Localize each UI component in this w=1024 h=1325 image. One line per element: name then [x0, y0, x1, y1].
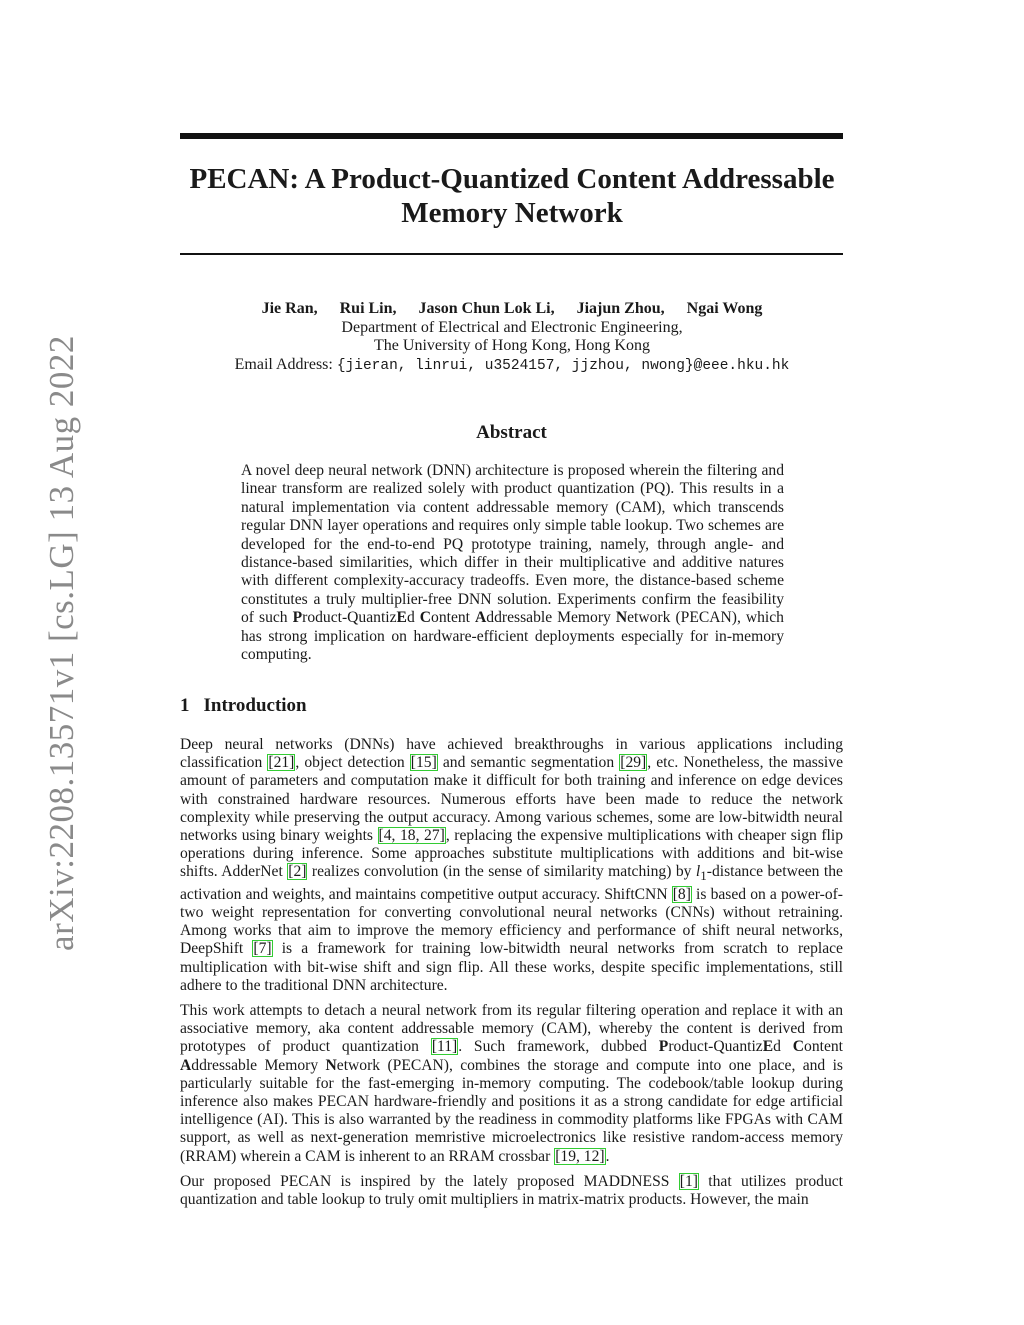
section-title: Introduction	[203, 695, 307, 716]
citation-link[interactable]: [4, 18, 27]	[378, 827, 445, 845]
title-top-rule	[180, 133, 843, 139]
author: Jiajun Zhou,	[576, 300, 665, 317]
author-block	[160, 300, 864, 375]
citation-link[interactable]: [21]	[268, 754, 295, 772]
author: Jason Chun Lok Li,	[418, 300, 555, 317]
email-addresses: {jieran, linrui, u3524157, jjzhou, nwong}@eee.hku.hk	[336, 357, 790, 374]
abstract-text: A novel deep neural network (DNN) architecture is proposed wherein the filtering and linear transform are realized solely with product quantization (PQ). This results in a natural implementation via content addressable memory (CAM), which transcends regular DNN layer operations and requires only simple table lookup. Two schemes are developed for the end-to-end PQ prototype training, namely, through angle- and distance-based similarities, which differ in their multiplicative and additive natures with different complexity-accuracy tradeoffs. Even more, the distance-based scheme constitutes a truly multiplier-free DNN solution. Experiments confirm the feasibility of such Product-QuantizEd Content Addressable Memory Network (PECAN), which has strong implication on hardware-efficient deployments especially for in-memory computing.	[241, 462, 784, 664]
citation-link[interactable]: [11]	[431, 1038, 458, 1056]
arxiv-stamp-text: arXiv:2208.13571v1 [cs.LG] 13 Aug 2022	[42, 335, 81, 951]
abstract-heading: Abstract	[476, 422, 547, 443]
affiliation-line-1: Department of Electrical and Electronic Engineering,	[341, 318, 683, 336]
paragraph-3: Our proposed PECAN is inspired by the lately proposed MADDNESS [1] that utilizes product quantization and table lookup to truly omit multipliers in matrix-matrix products. However, the main	[180, 1172, 843, 1208]
citation-link[interactable]: [1]	[679, 1172, 698, 1190]
citation-link[interactable]: [7]	[253, 940, 272, 958]
citation-link[interactable]: [8]	[672, 885, 691, 903]
citation-link[interactable]: [19, 12]	[555, 1147, 605, 1165]
author: Jie Ran,	[261, 300, 318, 317]
title-bottom-rule	[180, 253, 843, 255]
paragraph-2: This work attempts to detach a neural network from its regular filtering operation and replace it with an associative memory, aka content addressable memory (CAM), whereby the content is derived from prototypes of product quantization [11]. Such framework, dubbed Product-QuantizEd Content Addressable Memory Network (PECAN), combines the storage and compute into one place, and is particularly suitable for the fast-emerging in-memory computing. The codebook/table lookup during inference also makes PECAN hardware-friendly and positions it as a strong candidate for edge artificial intelligence (AI). This is also warranted by the readiness in commodity platforms like FPGAs with CAM support, as well as next-generation memristive microelectronics like resistive random-access memory (RRAM) wherein a CAM is inherent to an RRAM crossbar [19, 12].	[180, 1001, 844, 1165]
title-line-1: PECAN: A Product-Quantized Content Addressable	[189, 163, 835, 195]
email-line	[160, 356, 864, 376]
author-names	[160, 300, 864, 319]
introduction-body	[180, 736, 843, 1216]
paper-title	[150, 162, 874, 230]
title-line-2: Memory Network	[401, 197, 623, 229]
section-heading-introduction	[180, 695, 307, 717]
section-number: 1	[180, 695, 190, 716]
author: Ngai Wong	[686, 300, 763, 317]
email-label: Email Address:	[234, 355, 333, 373]
math-l1: l	[695, 863, 701, 881]
citation-link[interactable]: [15]	[410, 754, 437, 772]
paragraph-1: Deep neural networks (DNNs) have achieved breakthroughs in various applications including classification [21], object detection [15] and semantic segmentation [29], etc. Nonetheless, the massive amount of parameters and computation make it difficult for both training and inference on edge devices with constrained hardware resources. Numerous efforts have been made to reduce the network complexity while preserving the output accuracy. Among various schemes, some are low-bitwidth neural networks using binary weights [4, 18, 27], replacing the expensive multiplications with cheaper sign flip operations during inference. Some approaches substitute multiplications with additions and bit-wise shifts. AdderNet [2] realizes convolution (in the sense of similarity matching) by $l_1$-distance between the activation and weights, and maintains competitive output accuracy. ShiftCNN [8] is based on a power-of-two weight representation for converting convolutional neural networks (CNNs) without retraining. Among works that aim to improve the memory efficiency and performance of shift neural networks, DeepShift [7] is a framework for training low-bitwidth neural networks from scratch to replace multiplication with bit-wise shift and sign flip. All these works, despite specific implementations, still adhere to the traditional DNN architecture.	[180, 736, 844, 994]
citation-link[interactable]: [29]	[620, 754, 647, 772]
citation-link[interactable]: [2]	[288, 863, 307, 881]
affiliation-line-2: The University of Hong Kong, Hong Kong	[374, 337, 650, 354]
author: Rui Lin,	[339, 300, 397, 317]
